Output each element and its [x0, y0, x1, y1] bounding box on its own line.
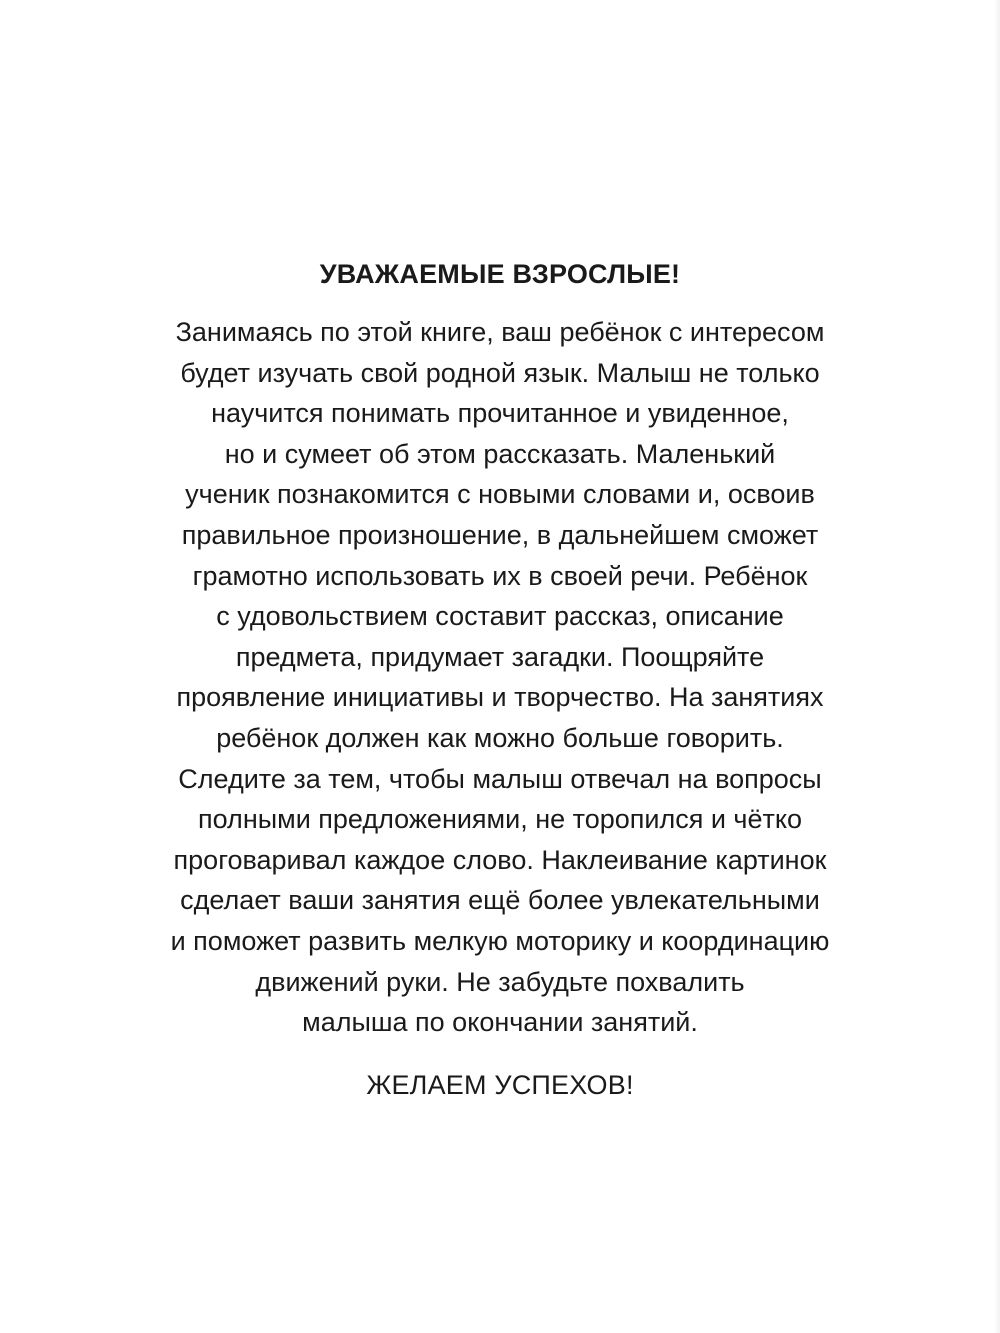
body-line: и поможет развить мелкую моторику и координацию: [170, 925, 830, 956]
body-line: полными предложениями, не торопился и чётко: [198, 804, 802, 835]
body-line: будет изучать свой родной язык. Малыш не только: [180, 357, 820, 388]
body-line: ученик познакомится с новыми словами и, освоив: [185, 479, 815, 510]
body-line: Занимаясь по этой книге, ваш ребёнок с интересом: [175, 317, 825, 347]
body-line: с удовольствием составит рассказ, описание: [216, 601, 784, 632]
body-line: движений руки. Не забудьте похвалить: [255, 966, 745, 997]
closing-wish: ЖЕЛАЕМ УСПЕХОВ!: [366, 1069, 634, 1100]
page-heading: УВАЖАЕМЫЕ ВЗРОСЛЫЕ!: [319, 259, 681, 289]
body-line: сделает ваши занятия ещё более увлекательными: [180, 885, 820, 916]
body-line: Следите за тем, чтобы малыш отвечал на вопросы: [178, 763, 822, 794]
body-paragraph: [0, 312, 1000, 1043]
body-line: но и сумеет об этом рассказать. Маленький: [224, 438, 776, 469]
document-page: [0, 256, 1000, 1103]
body-line: грамотно использовать их в своей речи. Ребёнок: [192, 560, 808, 591]
body-line: малыша по окончании занятий.: [302, 1007, 698, 1038]
body-line: предмета, придумает загадки. Поощряйте: [235, 641, 765, 672]
body-line: проявление инициативы и творчество. На занятиях: [176, 682, 824, 713]
body-line: правильное произношение, в дальнейшем сможет: [181, 519, 819, 550]
body-line: ребёнок должен как можно больше говорить.: [216, 722, 784, 753]
body-line: проговаривал каждое слово. Наклеивание картинок: [173, 844, 827, 875]
body-line: научится понимать прочитанное и увиденное,: [211, 398, 789, 429]
